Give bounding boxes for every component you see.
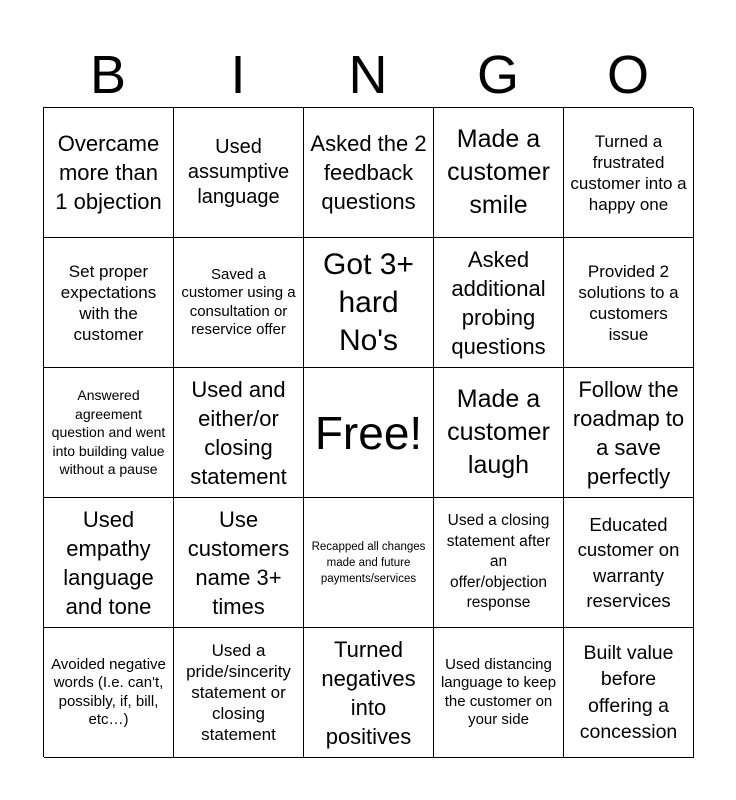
bingo-header [43,42,693,108]
bingo-cell-text: Use customers name 3+ times [187,506,290,619]
bingo-cell-r4c4[interactable] [434,498,564,628]
bingo-cell-r3c5[interactable] [564,368,694,498]
bingo-cell-r2c4[interactable] [434,238,564,368]
bingo-cell-r2c3[interactable] [304,238,434,368]
bingo-cell-text: Overcame more than 1 objection [55,131,162,214]
bingo-cell-text: Provided 2 solutions to a customers issue [578,261,679,344]
bingo-cell-text: Used empathy language and tone [63,506,154,619]
bingo-cell-r4c2[interactable] [174,498,304,628]
bingo-cell-text: Set proper expectations with the customer [60,261,157,344]
bingo-cell-text: Turned a frustrated customer into a happy one [570,131,687,214]
bingo-cell-text: Turned negatives into positives [321,636,416,749]
bingo-cell-r4c1[interactable] [44,498,174,628]
bingo-cell-text: Used distancing language to keep the customer on your side [440,655,557,728]
bingo-cell-text: Used a pride/sincerity statement or closing statement [186,641,291,744]
header-letter-i: I [230,45,246,105]
bingo-cell-text: Follow the roadmap to a save perfectly [572,376,685,489]
bingo-cell-r2c5[interactable] [564,238,694,368]
bingo-cell-text: Used assumptive language [187,136,290,208]
bingo-cell-text: Made a customer laugh [447,385,550,479]
bingo-cell-text: Recapped all changes made and future payments/services [311,540,426,585]
free-space-label: Free! [314,406,423,459]
bingo-cell-r2c1[interactable] [44,238,174,368]
bingo-cell-r1c2[interactable] [174,108,304,238]
bingo-cell-r1c4[interactable] [434,108,564,238]
bingo-cell-r1c3[interactable] [304,108,434,238]
bingo-cell-r5c1[interactable] [44,628,174,758]
header-letter-g: G [476,45,519,105]
bingo-cell-r5c4[interactable] [434,628,564,758]
bingo-cell-r4c3[interactable] [304,498,434,628]
header-letter-b: B [89,45,127,105]
bingo-cell-r1c5[interactable] [564,108,694,238]
bingo-cell-text: Asked additional probing questions [451,246,546,359]
bingo-cell-r1c1[interactable] [44,108,174,238]
bingo-cell-text: Educated customer on warranty reservices [577,513,680,611]
bingo-cell-text: Used and either/or closing statement [190,376,287,489]
bingo-cell-text: Used a closing statement after an offer/objection response [446,512,551,612]
bingo-cell-text: Avoided negative words (I.e. can't, possibly, if, bill, etc…) [51,655,166,728]
bingo-cell-r5c2[interactable] [174,628,304,758]
bingo-cell-r2c2[interactable] [174,238,304,368]
bingo-cell-text: Built value before offering a concession [579,641,678,743]
bingo-cell-text: Asked the 2 feedback questions [310,131,427,214]
bingo-card-grid [43,107,693,757]
bingo-cell-free[interactable] [304,368,434,498]
bingo-cell-r5c5[interactable] [564,628,694,758]
header-letter-n: N [348,45,388,105]
bingo-cell-r5c3[interactable] [304,628,434,758]
bingo-cell-text: Got 3+ hard No's [323,247,414,357]
bingo-cell-r3c2[interactable] [174,368,304,498]
bingo-cell-text: Made a customer smile [447,125,550,219]
bingo-cell-text: Answered agreement question and went into building value without a pause [51,387,166,478]
header-letter-o: O [606,45,649,105]
bingo-cell-text: Saved a customer using a consultation or reservice offer [181,265,296,338]
bingo-cell-r4c5[interactable] [564,498,694,628]
bingo-cell-r3c4[interactable] [434,368,564,498]
bingo-cell-r3c1[interactable] [44,368,174,498]
